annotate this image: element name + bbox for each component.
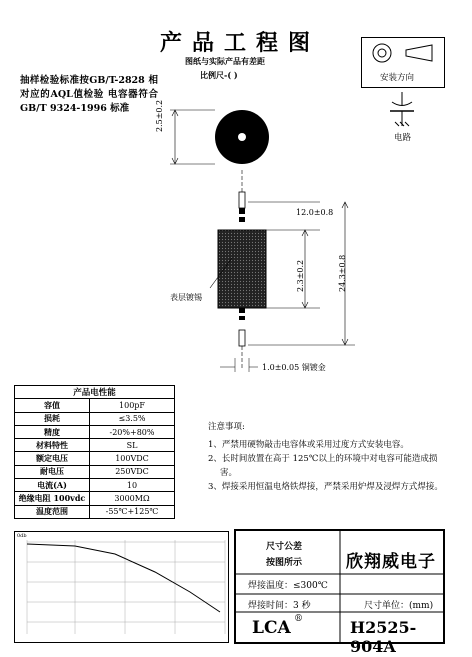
spec-value: 100VDC	[90, 452, 175, 465]
spec-table	[14, 385, 175, 519]
install-direction-icon	[362, 38, 444, 68]
scale-label: 比例尺-( )	[200, 70, 238, 80]
wire-dimension: 1.0±0.05 铜镀金	[262, 363, 326, 372]
table-row	[15, 479, 175, 492]
brand-logo: LCA	[252, 618, 291, 638]
table-row	[15, 425, 175, 438]
plating-label: 表层镀锡	[170, 293, 202, 302]
table-row	[15, 439, 175, 452]
spec-value: 250VDC	[90, 465, 175, 478]
spec-value: 3000MΩ	[90, 492, 175, 505]
spec-key: 耐电压	[15, 465, 90, 478]
spec-value: ≤3.5%	[90, 412, 175, 425]
capacitor-symbol-icon	[382, 92, 422, 132]
drawing-disclaimer: 图纸与实际产品有差距	[185, 56, 265, 66]
spec-key: 温度范围	[15, 505, 90, 518]
table-row	[15, 492, 175, 505]
title-block	[234, 529, 445, 656]
spec-key: 损耗	[15, 412, 90, 425]
capacitor-drawing	[140, 100, 370, 380]
spec-value: SL	[90, 439, 175, 452]
notice-item: 2、长时间放置在高于 125℃以上的环境中对电容可能造成损害。	[208, 454, 438, 478]
notices-heading: 注意事项:	[208, 422, 245, 432]
attenuation-chart-graphic	[15, 532, 228, 642]
spec-value: 100pF	[90, 399, 175, 412]
spec-key: 精度	[15, 425, 90, 438]
attenuation-chart	[14, 531, 229, 643]
tolerance-note: 按图所示	[266, 558, 303, 568]
unit-label: 尺寸单位：(mm)	[364, 601, 434, 611]
spec-key: 绝缘电阻 100vdc	[15, 492, 90, 505]
company-name: 欣翔威电子	[346, 552, 436, 572]
table-row	[15, 465, 175, 478]
install-direction-label: 安装方向	[380, 73, 415, 83]
chart-axis-label: 0db	[17, 533, 27, 539]
table-row	[15, 452, 175, 465]
spec-value: -20%+80%	[90, 425, 175, 438]
spec-value: -55℃+125℃	[90, 505, 175, 518]
circuit-label: 电路	[394, 133, 412, 143]
spec-value: 10	[90, 479, 175, 492]
spec-key: 额定电压	[15, 452, 90, 465]
standards-note: 抽样检验标准按GB/T-2828 相对应的AQL值检验 电容器符合 GB/T 9324-1996 标准	[20, 75, 158, 114]
table-row	[15, 505, 175, 518]
spec-table-title: 产品电性能	[15, 386, 175, 399]
solder-temperature: 焊接温度：≤300℃	[248, 581, 328, 591]
notice-item: 3、焊接采用恒温电烙铁焊接，严禁采用炉焊及浸焊方式焊接。	[208, 482, 443, 492]
solder-time: 焊接时间：3 秒	[248, 601, 311, 611]
diameter-dimension: 2.5±0.2	[155, 99, 164, 132]
overall-dimension: 24.3±0.8	[338, 254, 347, 292]
registered-mark: ®	[294, 614, 303, 624]
page-title: 产品工程图	[159, 30, 320, 56]
notices	[208, 420, 448, 494]
table-row	[15, 412, 175, 425]
spec-key: 材料特性	[15, 439, 90, 452]
tolerance-label: 尺寸公差	[266, 542, 303, 552]
part-number: H2525-904A	[350, 618, 417, 656]
body-dimension: 2.3±0.2	[296, 259, 305, 292]
spec-key: 容值	[15, 399, 90, 412]
notice-item: 1、严禁用硬物敲击电容体或采用过度方式安装电容。	[208, 440, 409, 450]
spec-key: 电流(A)	[15, 479, 90, 492]
table-row	[15, 399, 175, 412]
lead-dimension: 12.0±0.8	[296, 208, 334, 217]
